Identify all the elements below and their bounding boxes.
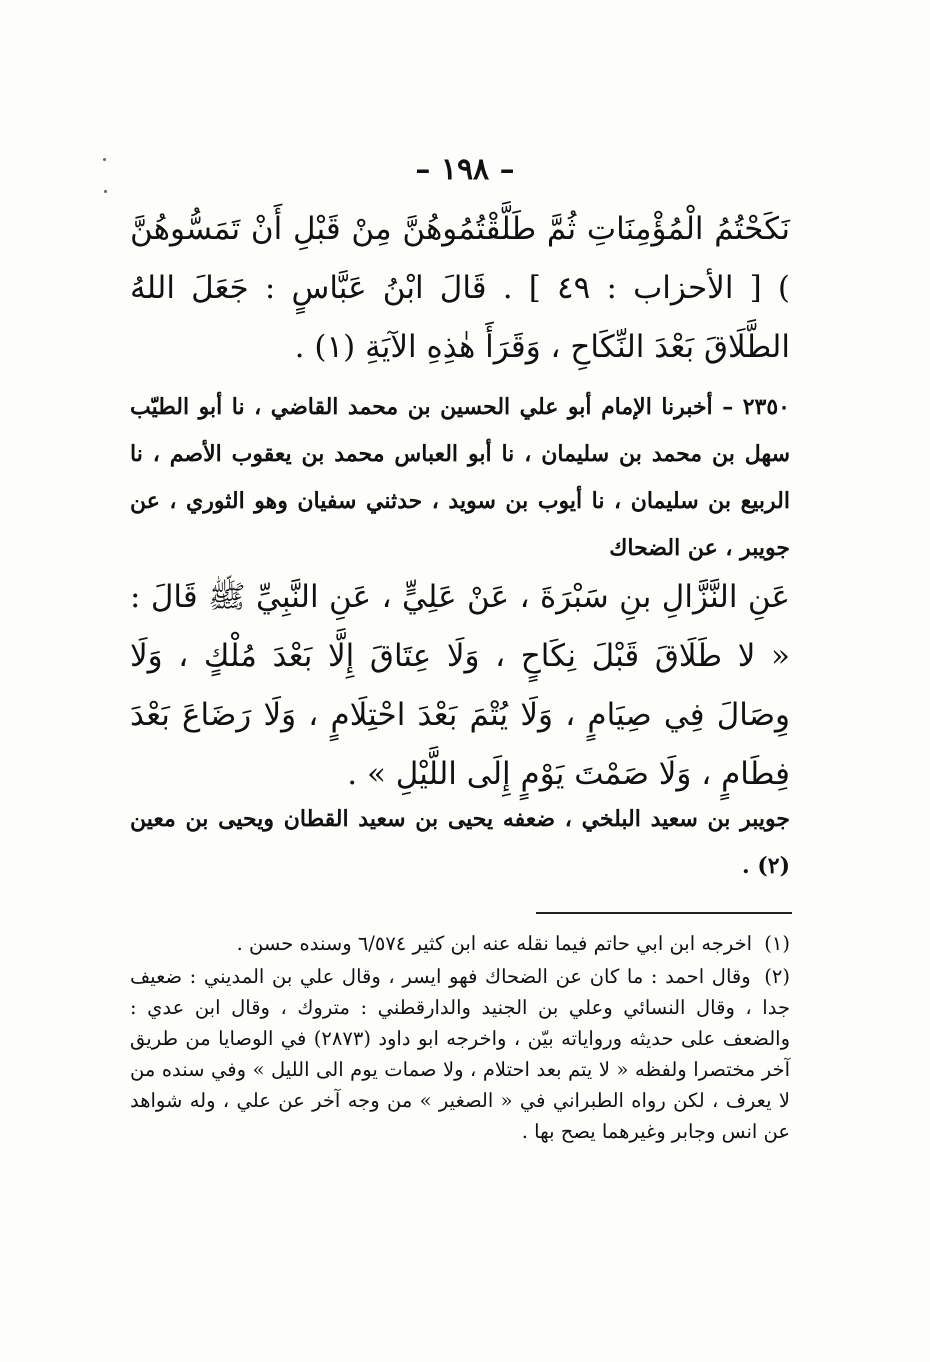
footnote-text: اخرجه ابن ابي حاتم فيما نقله عنه ابن كثير ٦/٥٧٤ وسنده حسن . [236, 932, 753, 955]
quran-passage: نَكَحْتُمُ الْمُؤْمِنَاتِ ثُمَّ طَلَّقْتُمُوهُنَّ مِنْ قَبْلِ أَنْ تَمَسُّوهُنَّ ) [ الأحزاب : ٤٩ ] . قَالَ ابْنُ عَبَّاسٍ : جَعَلَ اللهُ الطَّلَاقَ بَعْدَ النِّكَاحِ ، وَقَرَأَ هٰذِهِ الآيَةِ (١) . [130, 211, 790, 365]
footnote-label: (٢) [764, 965, 790, 988]
scan-speck [104, 190, 107, 193]
narrator-note: جويبر بن سعيد البلخي ، ضعفه يحيى بن سعيد القطان ويحيى بن معين (٢) . [130, 806, 790, 879]
footnote-label: (١) [764, 932, 790, 955]
footnote-text: وقال احمد : ما كان عن الضحاك فهو ايسر ، وقال علي بن المديني : ضعيف جدا ، وقال النسائي وعلي بن الجنيد والدارقطني : متروك ، وقال ابن عدي : والضعف على حديثه ورواياته بيّن ، واخرجه ابو داود (٢٨٧٣) في الوصايا من طريق آخر مختصرا ولفظه « لا يتم بعد احتلام ، ولا صمات يوم الى الليل » وفي سنده من لا يعرف ، لكن رواه الطبراني في « الصغير » من وجه آخر عن علي ، وله شواهد عن انس وجابر وغيرهما يصح بها . [130, 965, 790, 1143]
footnote-1 [130, 928, 790, 959]
hadith-isnad: ٢٣٥٠ – أخبرنا الإمام أبو علي الحسين بن محمد القاضي ، نا أبو الطيّب سهل بن محمد بن سليمان ، نا أبو العباس محمد بن يعقوب الأصم ، نا الربيع بن سليمان ، نا أيوب بن سويد ، حدثني سفيان وهو الثوري ، عن جويبر ، عن الضحاك [130, 394, 790, 561]
footnote-divider [536, 912, 792, 914]
footnotes [130, 928, 790, 1149]
hadith-matn: عَنِ النَّزَّالِ بنِ سَبْرَةَ ، عَنْ عَلِيٍّ ، عَنِ النَّبِيِّ ﷺ قَالَ : « لا طَلَاقَ قَبْلَ نِكَاحٍ ، وَلَا عِتَاقَ إِلَّا بَعْدَ مُلْكٍ ، وَلَا وِصَالَ فِي صِيَامٍ ، وَلَا يُتْمَ بَعْدَ احْتِلَامٍ ، وَلَا رَضَاعَ بَعْدَ فِطَامٍ ، وَلَا صَمْتَ يَوْمٍ إِلَى اللَّيْلِ » . [130, 579, 790, 792]
footnote-2 [130, 961, 790, 1147]
page-number: – ١٩٨ – [415, 152, 515, 187]
